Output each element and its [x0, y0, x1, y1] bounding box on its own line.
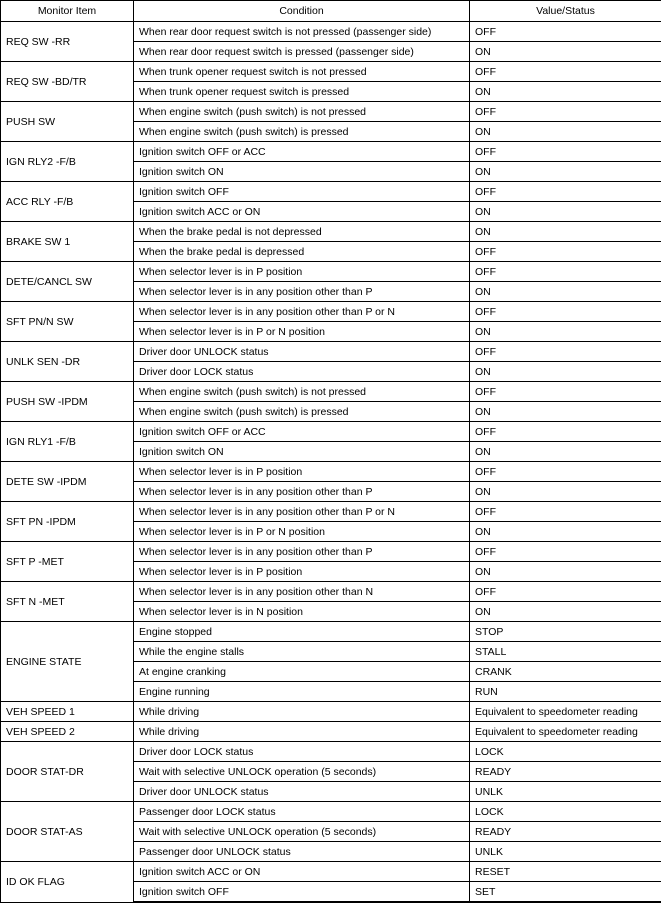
table-row [1, 582, 661, 602]
monitor-item-cell: BRAKE SW 1 [1, 222, 134, 262]
table-row [1, 62, 661, 82]
value-status-cell: ON [470, 282, 661, 302]
condition-cell: When trunk opener request switch is not pressed [134, 62, 470, 82]
header-monitor-item: Monitor Item [1, 1, 134, 22]
value-status-cell: OFF [470, 382, 661, 402]
table-row [1, 702, 661, 722]
value-status-cell: OFF [470, 62, 661, 82]
condition-cell: When selector lever is in P position [134, 262, 470, 282]
monitor-item-cell: UNLK SEN -DR [1, 342, 134, 382]
table-row [1, 262, 661, 282]
table-row [1, 862, 661, 882]
value-status-cell: OFF [470, 242, 661, 262]
value-status-cell: ON [470, 42, 661, 62]
condition-cell: Ignition switch OFF [134, 182, 470, 202]
monitor-item-cell: VEH SPEED 2 [1, 722, 134, 742]
value-status-cell: LOCK [470, 742, 661, 762]
value-status-cell: ON [470, 562, 661, 582]
value-status-cell: OFF [470, 142, 661, 162]
monitor-item-cell: PUSH SW [1, 102, 134, 142]
value-status-cell: OFF [470, 462, 661, 482]
monitor-item-cell: DETE SW -IPDM [1, 462, 134, 502]
value-status-cell: OFF [470, 22, 661, 42]
value-status-cell: STALL [470, 642, 661, 662]
monitor-item-cell: DETE/CANCL SW [1, 262, 134, 302]
condition-cell: Driver door UNLOCK status [134, 782, 470, 802]
condition-cell: When selector lever is in any position other than P [134, 542, 470, 562]
condition-cell: While driving [134, 722, 470, 742]
condition-cell: Passenger door LOCK status [134, 802, 470, 822]
value-status-cell: LOCK [470, 802, 661, 822]
table-row [1, 802, 661, 822]
table-row [1, 222, 661, 242]
table-row [1, 142, 661, 162]
value-status-cell: ON [470, 162, 661, 182]
condition-cell: Wait with selective UNLOCK operation (5 seconds) [134, 822, 470, 842]
table-row [1, 462, 661, 482]
condition-cell: Ignition switch ON [134, 162, 470, 182]
table-row [1, 182, 661, 202]
value-status-cell: CRANK [470, 662, 661, 682]
value-status-cell: ON [470, 402, 661, 422]
condition-cell: While the engine stalls [134, 642, 470, 662]
value-status-cell: UNLK [470, 782, 661, 802]
value-status-cell: ON [470, 82, 661, 102]
value-status-cell: RESET [470, 862, 661, 882]
value-status-cell: ON [470, 122, 661, 142]
monitor-item-cell: ENGINE STATE [1, 622, 134, 702]
table-row [1, 102, 661, 122]
condition-cell: Driver door UNLOCK status [134, 342, 470, 362]
condition-cell: When selector lever is in P or N position [134, 322, 470, 342]
condition-cell: Ignition switch OFF or ACC [134, 142, 470, 162]
value-status-cell: ON [470, 222, 661, 242]
value-status-cell: ON [470, 322, 661, 342]
condition-cell: When selector lever is in P or N position [134, 522, 470, 542]
table-row [1, 422, 661, 442]
condition-cell: When engine switch (push switch) is not pressed [134, 102, 470, 122]
value-status-cell: OFF [470, 582, 661, 602]
condition-cell: When trunk opener request switch is pressed [134, 82, 470, 102]
condition-cell: Driver door LOCK status [134, 742, 470, 762]
monitor-item-cell: DOOR STAT-AS [1, 802, 134, 862]
monitor-item-cell: SFT PN -IPDM [1, 502, 134, 542]
header-condition: Condition [134, 1, 470, 22]
value-status-cell: OFF [470, 542, 661, 562]
condition-cell: Ignition switch ON [134, 442, 470, 462]
table-row [1, 382, 661, 402]
table-row [1, 542, 661, 562]
value-status-cell: OFF [470, 262, 661, 282]
condition-cell: Driver door LOCK status [134, 362, 470, 382]
condition-cell: When rear door request switch is not pressed (passenger side) [134, 22, 470, 42]
value-status-cell: UNLK [470, 842, 661, 862]
condition-cell: While driving [134, 702, 470, 722]
header-value-status: Value/Status [470, 1, 661, 22]
value-status-cell: OFF [470, 302, 661, 322]
monitor-item-cell: REQ SW -RR [1, 22, 134, 62]
monitor-item-cell: REQ SW -BD/TR [1, 62, 134, 102]
table-body [1, 22, 661, 903]
value-status-cell: ON [470, 442, 661, 462]
monitor-item-cell: ID OK FLAG [1, 862, 134, 903]
value-status-cell: SET [470, 882, 661, 903]
condition-cell: At engine cranking [134, 662, 470, 682]
monitor-item-cell: IGN RLY1 -F/B [1, 422, 134, 462]
condition-cell: When rear door request switch is pressed (passenger side) [134, 42, 470, 62]
value-status-cell: ON [470, 522, 661, 542]
value-status-cell: OFF [470, 502, 661, 522]
value-status-cell: STOP [470, 622, 661, 642]
condition-cell: When selector lever is in any position other than P [134, 482, 470, 502]
condition-cell: When selector lever is in any position other than P or N [134, 502, 470, 522]
value-status-cell: ON [470, 362, 661, 382]
condition-cell: Ignition switch OFF [134, 882, 470, 903]
condition-cell: When selector lever is in any position other than P or N [134, 302, 470, 322]
condition-cell: When engine switch (push switch) is pressed [134, 402, 470, 422]
condition-cell: Ignition switch ACC or ON [134, 862, 470, 882]
condition-cell: When selector lever is in any position other than N [134, 582, 470, 602]
value-status-cell: ON [470, 482, 661, 502]
value-status-cell: OFF [470, 342, 661, 362]
monitor-item-cell: SFT P -MET [1, 542, 134, 582]
header-row [1, 1, 661, 22]
condition-cell: Engine stopped [134, 622, 470, 642]
value-status-cell: READY [470, 762, 661, 782]
monitor-item-cell: VEH SPEED 1 [1, 702, 134, 722]
value-status-cell: RUN [470, 682, 661, 702]
value-status-cell: ON [470, 602, 661, 622]
condition-cell: When engine switch (push switch) is pressed [134, 122, 470, 142]
condition-cell: Ignition switch OFF or ACC [134, 422, 470, 442]
value-status-cell: Equivalent to speedometer reading [470, 722, 661, 742]
monitor-item-cell: DOOR STAT-DR [1, 742, 134, 802]
monitor-item-cell: SFT PN/N SW [1, 302, 134, 342]
table-row [1, 502, 661, 522]
value-status-cell: OFF [470, 182, 661, 202]
monitor-item-cell: PUSH SW -IPDM [1, 382, 134, 422]
monitor-item-cell: ACC RLY -F/B [1, 182, 134, 222]
condition-cell: When selector lever is in any position other than P [134, 282, 470, 302]
condition-cell: When selector lever is in P position [134, 562, 470, 582]
table-row [1, 742, 661, 762]
table-row [1, 302, 661, 322]
condition-cell: When engine switch (push switch) is not pressed [134, 382, 470, 402]
value-status-cell: OFF [470, 102, 661, 122]
table-row [1, 722, 661, 742]
value-status-cell: READY [470, 822, 661, 842]
value-status-cell: Equivalent to speedometer reading [470, 702, 661, 722]
monitor-item-cell: IGN RLY2 -F/B [1, 142, 134, 182]
table-row [1, 342, 661, 362]
condition-cell: When the brake pedal is depressed [134, 242, 470, 262]
condition-cell: When selector lever is in P position [134, 462, 470, 482]
value-status-cell: OFF [470, 422, 661, 442]
condition-cell: When selector lever is in N position [134, 602, 470, 622]
condition-cell: Engine running [134, 682, 470, 702]
table-row [1, 22, 661, 42]
condition-cell: Wait with selective UNLOCK operation (5 seconds) [134, 762, 470, 782]
value-status-cell: ON [470, 202, 661, 222]
monitor-item-cell: SFT N -MET [1, 582, 134, 622]
condition-cell: Passenger door UNLOCK status [134, 842, 470, 862]
condition-cell: Ignition switch ACC or ON [134, 202, 470, 222]
table-row [1, 622, 661, 642]
condition-cell: When the brake pedal is not depressed [134, 222, 470, 242]
